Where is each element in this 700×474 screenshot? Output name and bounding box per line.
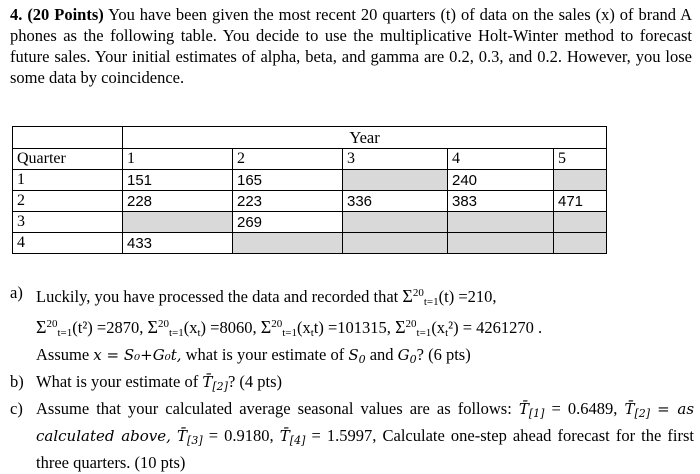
question-b-label: b)	[10, 372, 24, 391]
year-col-3: 3	[343, 149, 448, 170]
question-b-points: ? (4 pts)	[227, 372, 283, 391]
table-row	[13, 170, 607, 191]
question-c-tail: Calculate one-step ahead forecast for the first three quarters. (10 pts)	[36, 426, 695, 472]
missing-cell	[343, 212, 448, 233]
quarter-label: 3	[13, 212, 123, 233]
sum-symbol: Σ	[395, 317, 406, 337]
year-col-2: 2	[233, 149, 343, 170]
missing-cell	[554, 233, 607, 254]
questions-list	[10, 282, 694, 474]
year-header: Year	[123, 127, 607, 149]
assume-word: Assume	[36, 345, 90, 364]
sum-symbol: Σ	[36, 317, 47, 337]
sales-cell: 151	[123, 170, 233, 191]
table-corner-cell	[13, 127, 123, 149]
model-equation: x = S₀+G₀t,	[93, 346, 182, 364]
quarter-label: 4	[13, 233, 123, 254]
sum-symbol: Σ	[147, 317, 158, 337]
table-row	[13, 191, 607, 212]
problem-statement	[10, 4, 692, 88]
question-a-ask: what is your estimate of	[185, 345, 345, 364]
question-b: b) What is your estimate of $T̄_{[2]}$? (4 pts)	[10, 372, 283, 393]
sum-x2-value: = 4261270 .	[462, 318, 543, 337]
quarter-label: 2	[13, 191, 123, 212]
sales-cell: 336	[343, 191, 448, 212]
sales-cell: 240	[448, 170, 554, 191]
seasonal-t2: = as calculated above,	[36, 400, 695, 445]
problem-text: You have been given the most recent 20 quarters (t) of data on the sales (x) of brand A phones as the following table. You decide to use the multiplicative Holt-Winter method to forecast future sales. Your initial estimates of alpha, beta, and gamma are 0.2, 0.3, and 0.2. However, you lose some data by coincidence.	[10, 5, 692, 87]
sum-x-value: =8060,	[210, 318, 257, 337]
table-row	[13, 233, 607, 254]
sales-cell: 433	[123, 233, 233, 254]
question-c-label: c)	[10, 399, 23, 418]
year-col-4: 4	[448, 149, 554, 170]
question-a-points: ? (6 pts)	[416, 345, 471, 364]
sum-xt-value: =101315,	[328, 318, 391, 337]
question-a-label: a)	[10, 283, 23, 302]
question-a: a) Luckily, you have processed the data and recorded that $\Sigma^{20}_{t=1}(t) =210$, $\Sigma^{20}_{t=1}(t^2) =2870$, $\Sigma^{20}_{t=1}(x_t) =8060$, $\Sigma^{20}_{t=1}(x_tt) =101315$, $\Sigma^{20}_{t=1}(x_t^2) = 4261270$ . Assume x = S₀+G₀t, what is your estimate of $S_0$ and $G_0$? (6 pts)	[10, 283, 543, 366]
seasonal-t3: = 0.9180,	[208, 426, 274, 445]
missing-cell	[343, 170, 448, 191]
table-row	[13, 212, 607, 233]
year-col-1: 1	[123, 149, 233, 170]
question-b-text: What is your estimate of	[36, 372, 199, 391]
sales-cell: 223	[233, 191, 343, 212]
missing-cell	[448, 212, 554, 233]
seasonal-t4: = 1.5997,	[311, 426, 377, 445]
seasonal-t1: = 0.6489,	[551, 399, 618, 418]
question-c: c) Assume that your calculated average seasonal values are as follows: $T̄_{[1]} = 0.6489$, $T̄_{[2]}$ = as calculated above, $T̄_{[3]} = 0.9180$, $T̄_{[4]} = 1.5997$, Calculate one-step ahead forecast for the first three quarters. (10 pts)	[10, 399, 695, 472]
sales-data-table	[12, 126, 607, 254]
problem-number: 4. (20 Points)	[10, 5, 104, 24]
missing-cell	[233, 233, 343, 254]
quarter-label: 1	[13, 170, 123, 191]
question-a-lead: Luckily, you have processed the data and recorded that	[36, 287, 399, 306]
missing-cell	[554, 212, 607, 233]
sales-cell: 471	[554, 191, 607, 212]
sum-symbol: Σ	[260, 317, 272, 337]
missing-cell	[123, 212, 233, 233]
and-word: and	[369, 345, 394, 364]
missing-cell	[343, 233, 448, 254]
sales-cell: 383	[448, 191, 554, 212]
year-col-5: 5	[554, 149, 607, 170]
question-c-lead: Assume that your calculated average seasonal values are as follows:	[36, 399, 512, 418]
sum-t2-value: =2870,	[96, 318, 144, 337]
sum-t-value: =210,	[458, 287, 497, 306]
missing-cell	[448, 233, 554, 254]
sales-cell: 228	[123, 191, 233, 212]
sales-cell: 269	[233, 212, 343, 233]
sales-cell: 165	[233, 170, 343, 191]
missing-cell	[554, 170, 607, 191]
quarter-header: Quarter	[13, 149, 123, 170]
sum-symbol: Σ	[402, 286, 413, 306]
